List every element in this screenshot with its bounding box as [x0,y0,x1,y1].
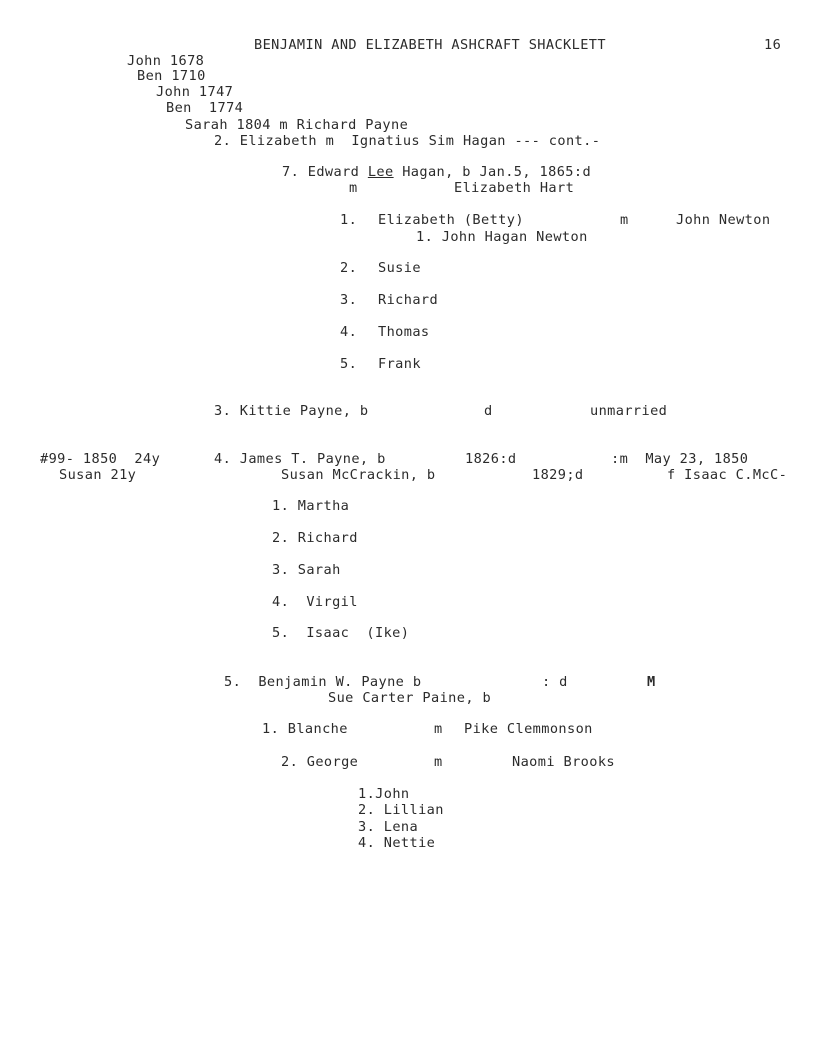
lineage-line: Ben 1710 [137,68,206,84]
child-spouse: John Newton [676,212,771,228]
edward-rest: Hagan, b Jan.5, 1865:d [393,164,592,180]
james-spouse-father: f Isaac C.McC- [667,467,788,483]
james-child: 4. Virgil [272,594,358,610]
lineage-line: Ben 1774 [166,100,244,116]
margin-note: Susan 21y [59,467,137,483]
child-name: Elizabeth (Betty) [378,212,524,228]
james-marriage: :m May 23, 1850 [611,451,749,467]
lineage-line: Sarah 1804 m Richard Payne [185,117,409,133]
lineage-line: John 1747 [156,84,234,100]
james-entry: 4. James T. Payne, b [214,451,386,467]
edward-prefix: 7. Edward [282,164,368,180]
benjamin-married: M [647,674,656,690]
james-spouse-year: 1829;d [532,467,584,483]
child-number: 1. [340,212,358,228]
benjamin-entry: 5. Benjamin W. Payne b [224,674,422,690]
lineage-line: John 1678 [127,53,205,69]
child-name: Frank [378,356,421,372]
benjamin-child-married: m [434,721,443,737]
page-number: 16 [764,37,782,53]
james-birth-year: 1826:d [465,451,517,467]
page-title: BENJAMIN AND ELIZABETH ASHCRAFT SHACKLETT [254,37,606,53]
continued-heading: 2. Elizabeth m Ignatius Sim Hagan --- cont.- [214,133,601,149]
child-number: 3. [340,292,358,308]
benjamin-child-spouse: Pike Clemmonson [464,721,593,737]
benjamin-death: : d [542,674,568,690]
kittie-status: unmarried [590,403,668,419]
kittie-entry: 3. Kittie Payne, b [214,403,369,419]
edward-married: m [349,180,358,196]
child-married: m [620,212,629,228]
benjamin-child-name: 2. George [281,754,359,770]
child-number: 4. [340,324,358,340]
grandchild-name: 4. Nettie [358,835,436,851]
james-child: 1. Martha [272,498,350,514]
kittie-death: d [484,403,493,419]
benjamin-child-spouse: Naomi Brooks [512,754,616,770]
benjamin-child-name: 1. Blanche [262,721,348,737]
james-child: 3. Sarah [272,562,341,578]
child-number: 5. [340,356,358,372]
grandchild-name: 2. Lillian [358,802,444,818]
child-name: Thomas [378,324,430,340]
benjamin-spouse: Sue Carter Paine, b [328,690,492,706]
edward-entry [282,165,591,180]
benjamin-child-married: m [434,754,443,770]
james-child: 2. Richard [272,530,358,546]
child-name: Richard [378,292,439,308]
grandchild-name: 3. Lena [358,819,419,835]
margin-note: #99- 1850 24y [40,451,161,467]
child-number: 2. [340,260,358,276]
james-spouse: Susan McCrackin, b [281,467,436,483]
child-name: Susie [378,260,421,276]
edward-middle-name: Lee [367,164,394,180]
edward-spouse: Elizabeth Hart [454,180,575,196]
grandchild-name: 1. John Hagan Newton [416,229,588,245]
grandchild-name: 1.John [358,786,410,802]
james-child: 5. Isaac (Ike) [272,625,410,641]
